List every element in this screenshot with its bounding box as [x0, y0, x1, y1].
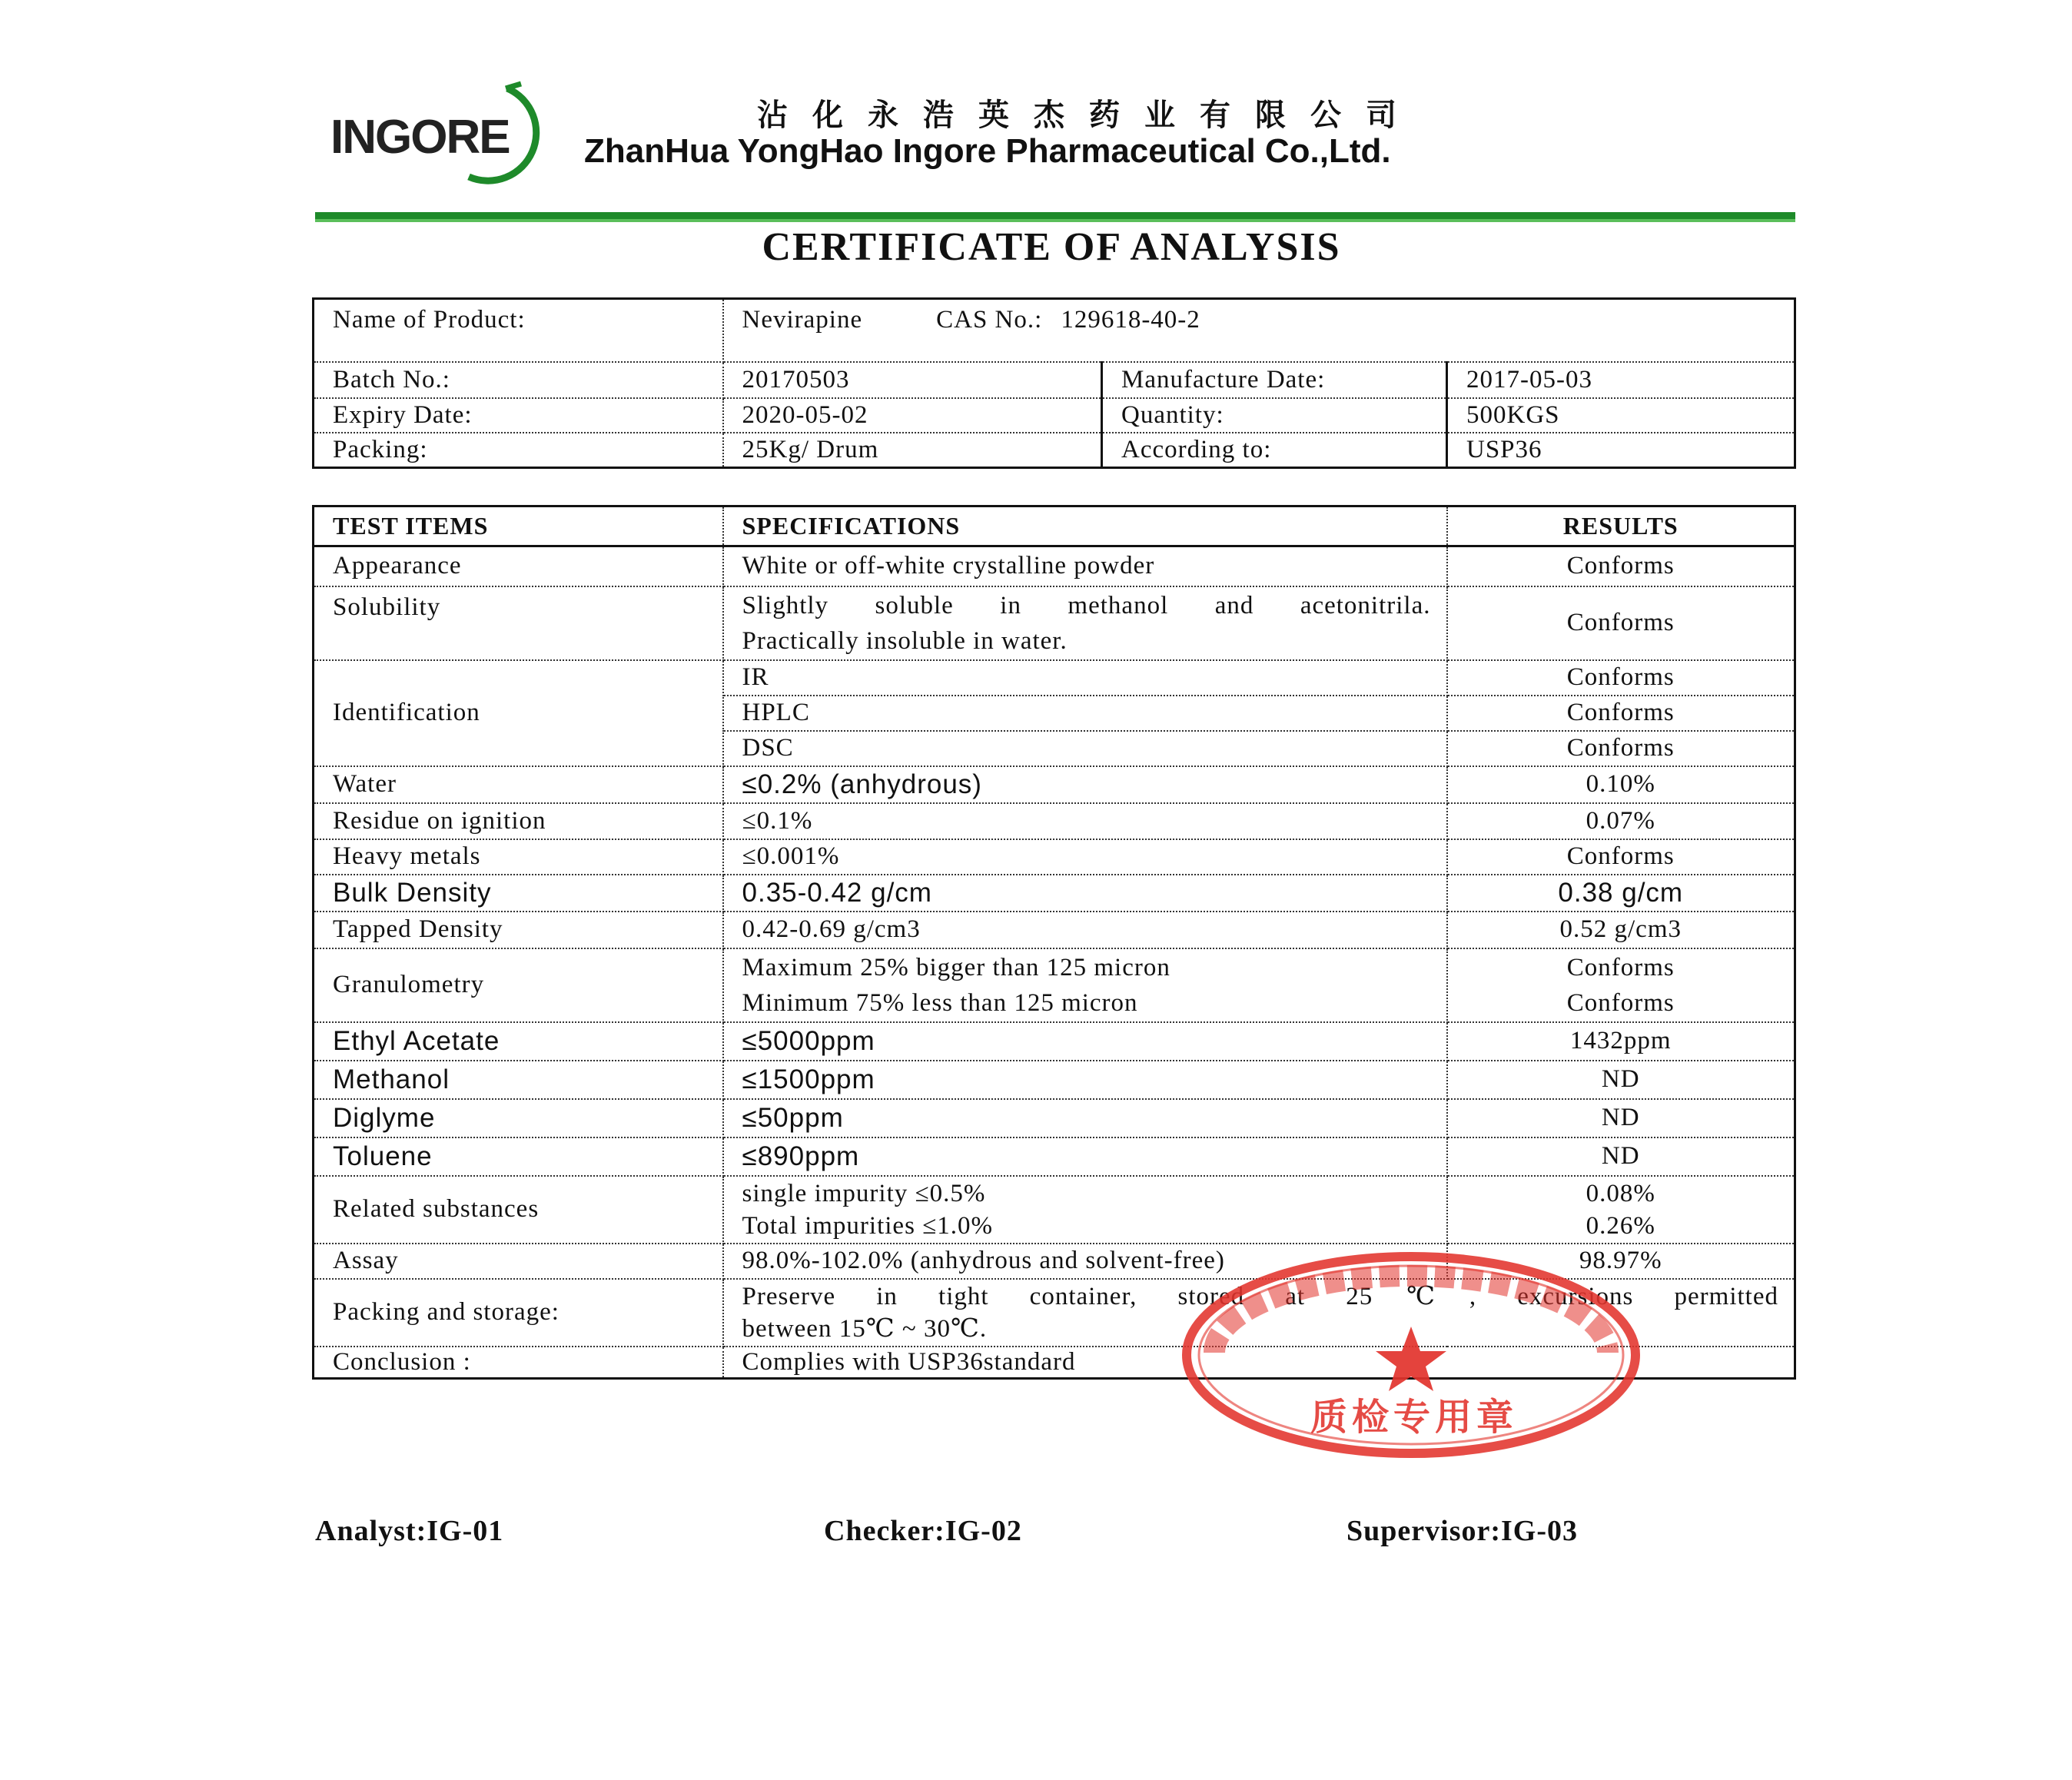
- test-item: Diglyme: [314, 1099, 723, 1137]
- test-result: [1447, 948, 1795, 1022]
- test-spec: 98.0%-102.0% (anhydrous and solvent-free): [723, 1244, 1447, 1279]
- table-row: [314, 803, 1795, 839]
- table-row: [314, 586, 1795, 660]
- company-name-en: ZhanHua YongHao Ingore Pharmaceutical Co.,Ltd.: [584, 132, 1391, 170]
- test-result: 0.10%: [1447, 766, 1795, 803]
- test-item: Appearance: [314, 546, 723, 586]
- test-item: Identification: [314, 660, 723, 766]
- test-item: Bulk Density: [314, 875, 723, 912]
- test-spec-line: Total impurities ≤1.0%: [742, 1211, 994, 1240]
- logo-text: INGORE: [330, 111, 510, 164]
- quantity-value: 500KGS: [1447, 398, 1795, 433]
- cas-label: CAS No.:: [936, 306, 1043, 334]
- table-row: [314, 546, 1795, 586]
- test-item: Tapped Density: [314, 912, 723, 948]
- test-spec: DSC: [723, 731, 1447, 766]
- test-item: Water: [314, 766, 723, 803]
- test-result: Conforms: [1447, 660, 1795, 696]
- header-specifications: SPECIFICATIONS: [723, 506, 1447, 546]
- company-logo: [330, 81, 584, 188]
- table-row: [314, 912, 1795, 948]
- test-result: 0.38 g/cm: [1447, 875, 1795, 912]
- test-item: Granulometry: [314, 948, 723, 1022]
- test-item: Residue on ignition: [314, 803, 723, 839]
- according-value: USP36: [1447, 433, 1795, 468]
- packing-label: Packing:: [314, 433, 723, 468]
- test-spec: Complies with USP36standard: [723, 1347, 1795, 1379]
- test-item: Assay: [314, 1244, 723, 1279]
- test-spec: ≤0.1%: [723, 803, 1447, 839]
- test-item: Solubility: [314, 586, 723, 660]
- test-spec: IR: [723, 660, 1447, 696]
- table-row: [314, 766, 1795, 803]
- manufacture-date-label: Manufacture Date:: [1102, 362, 1447, 398]
- test-spec: 0.35-0.42 g/cm: [723, 875, 1447, 912]
- table-row: [314, 1176, 1795, 1244]
- table-row: [314, 1137, 1795, 1176]
- test-spec: HPLC: [723, 696, 1447, 731]
- test-spec: [723, 948, 1447, 1022]
- product-name: Nevirapine: [742, 306, 863, 334]
- table-row: [314, 948, 1795, 1022]
- header-test-items: TEST ITEMS: [314, 506, 723, 546]
- test-result-line: Conforms: [1566, 953, 1675, 981]
- cas-value: 129618-40-2: [1061, 306, 1200, 334]
- test-item: Ethyl Acetate: [314, 1022, 723, 1061]
- expiry-value: 2020-05-02: [723, 398, 1102, 433]
- packing-value: 25Kg/ Drum: [723, 433, 1102, 468]
- info-row-packing: [314, 433, 1795, 468]
- test-spec-line: single impurity ≤0.5%: [742, 1179, 986, 1207]
- test-spec-line: Preserve in tight container, stored at 25℃, excursions permitted: [742, 1282, 1778, 1310]
- document-title: CERTIFICATE OF ANALYSIS: [762, 225, 1341, 269]
- header-results: RESULTS: [1447, 506, 1795, 546]
- test-spec: [723, 1176, 1447, 1244]
- test-result: Conforms: [1447, 586, 1795, 660]
- seal-text: 质检专用章: [1310, 1396, 1518, 1439]
- product-label: Name of Product:: [314, 299, 723, 362]
- table-row: [314, 1061, 1795, 1099]
- test-result: ND: [1447, 1099, 1795, 1137]
- according-label: According to:: [1102, 433, 1447, 468]
- product-value: [723, 299, 1795, 362]
- checker-signature: Checker:IG-02: [824, 1515, 1022, 1547]
- expiry-label: Expiry Date:: [314, 398, 723, 433]
- analyst-signature: Analyst:IG-01: [315, 1515, 504, 1547]
- company-name-cn: 沾化永浩英杰药业有限公司: [757, 98, 1421, 133]
- test-item: Packing and storage:: [314, 1279, 723, 1347]
- test-result: 0.07%: [1447, 803, 1795, 839]
- table-row: [314, 839, 1795, 875]
- test-item: Heavy metals: [314, 839, 723, 875]
- info-row-expiry: [314, 398, 1795, 433]
- test-result: Conforms: [1447, 696, 1795, 731]
- test-spec-line: between 15℃ ~ 30℃.: [742, 1314, 988, 1343]
- batch-label: Batch No.:: [314, 362, 723, 398]
- quantity-label: Quantity:: [1102, 398, 1447, 433]
- test-results-table: [312, 505, 1796, 1380]
- test-spec: ≤50ppm: [723, 1099, 1447, 1137]
- test-spec-line: Practically insoluble in water.: [742, 626, 1068, 655]
- test-spec-line: Maximum 25% bigger than 125 micron: [742, 953, 1170, 981]
- test-result: ND: [1447, 1137, 1795, 1176]
- header-rule-light: [315, 219, 1795, 222]
- test-spec: ≤0.2% (anhydrous): [723, 766, 1447, 803]
- test-spec-line: Slightly soluble in methanol and acetonitrila.: [742, 591, 1431, 619]
- test-item: Conclusion :: [314, 1347, 723, 1379]
- info-row-product: [314, 299, 1795, 362]
- test-result: ND: [1447, 1061, 1795, 1099]
- test-spec: [723, 586, 1447, 660]
- header-rule: [315, 212, 1795, 219]
- product-info-table: [312, 297, 1796, 469]
- test-result: Conforms: [1447, 731, 1795, 766]
- test-result: [1447, 1176, 1795, 1244]
- test-spec-line: Minimum 75% less than 125 micron: [742, 988, 1138, 1017]
- test-item: Related substances: [314, 1176, 723, 1244]
- test-result-line: Conforms: [1566, 988, 1675, 1017]
- test-result-line: 0.08%: [1586, 1179, 1655, 1207]
- test-spec: ≤1500ppm: [723, 1061, 1447, 1099]
- test-spec: White or off-white crystalline powder: [723, 546, 1447, 586]
- table-row: [314, 660, 1795, 696]
- test-spec: ≤0.001%: [723, 839, 1447, 875]
- test-spec: ≤890ppm: [723, 1137, 1447, 1176]
- table-row: [314, 1022, 1795, 1061]
- info-row-batch: [314, 362, 1795, 398]
- table-row: [314, 875, 1795, 912]
- test-item: Toluene: [314, 1137, 723, 1176]
- test-item: Methanol: [314, 1061, 723, 1099]
- table-header-row: [314, 506, 1795, 546]
- test-spec: 0.42-0.69 g/cm3: [723, 912, 1447, 948]
- batch-value: 20170503: [723, 362, 1102, 398]
- table-row: [314, 1099, 1795, 1137]
- supervisor-signature: Supervisor:IG-03: [1346, 1515, 1578, 1547]
- test-result: Conforms: [1447, 546, 1795, 586]
- test-spec: ≤5000ppm: [723, 1022, 1447, 1061]
- test-result-line: 0.26%: [1586, 1211, 1655, 1240]
- manufacture-date-value: 2017-05-03: [1447, 362, 1795, 398]
- test-result: 1432ppm: [1447, 1022, 1795, 1061]
- test-result: Conforms: [1447, 839, 1795, 875]
- test-result: 0.52 g/cm3: [1447, 912, 1795, 948]
- test-result: 98.97%: [1447, 1244, 1795, 1279]
